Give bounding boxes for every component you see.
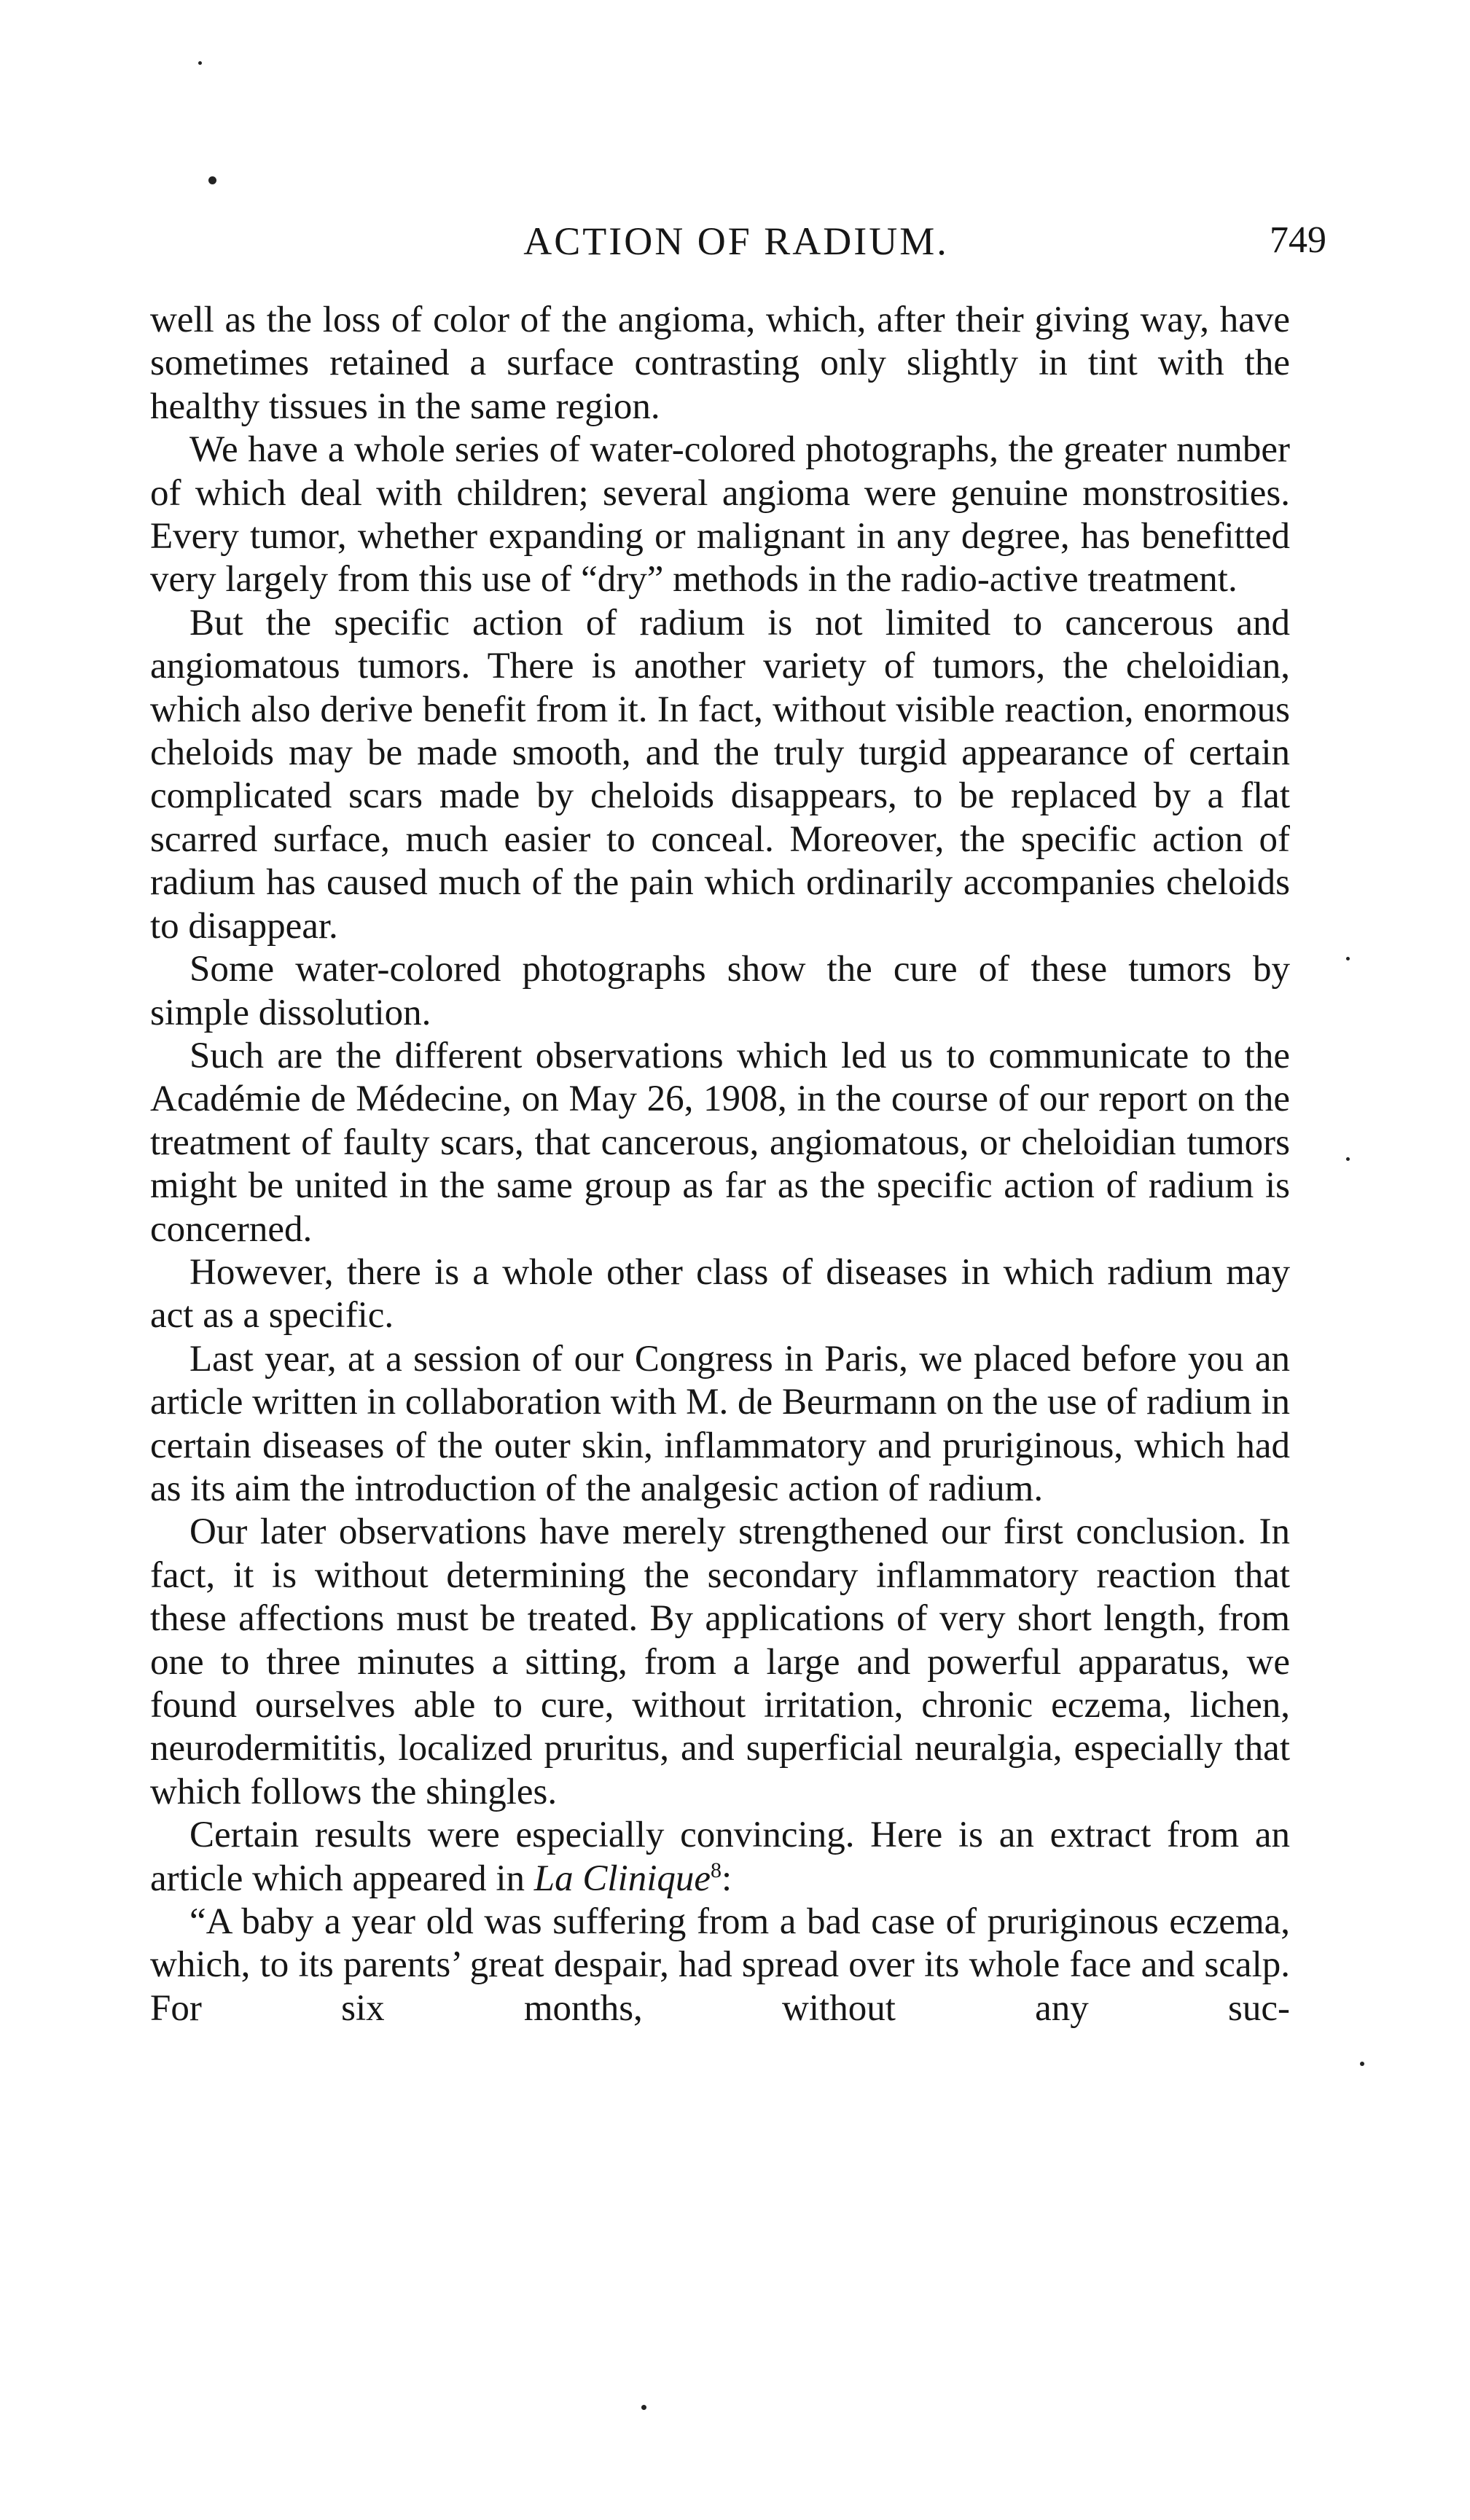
footnote-marker: 8: [711, 1858, 722, 1882]
ink-speck: [198, 61, 202, 65]
paragraph: Some water-colored photographs show the cure of these tumors by simple dissolution.: [150, 949, 1290, 1033]
running-title: ACTION OF RADIUM.: [523, 219, 949, 263]
quoted-paragraph: “A baby a year old was suffering from a bad case of pruriginous eczema, which, to its parents’ great despair, had spread over its whole face and scalp. For six months, without any suc-: [150, 1901, 1290, 2029]
paragraph: Last year, at a session of our Congress in Paris, we placed before you an article written in collaboration with M. de Beurmann on the use of radium in certain diseases of the outer skin, inflammatory and pruriginous, which had as its aim the introduction of the analgesic action of radium.: [150, 1338, 1290, 1509]
ink-speck: [208, 176, 216, 184]
journal-title: La Clinique: [533, 1858, 711, 1899]
paragraph: We have a whole series of water-colored photographs, the greater number of which deal with children; several angioma were genuine monstrosities. Every tumor, whether expanding or malignant in any degree, has benefitted very largely from this use of “dry” methods in the radio-active treatment.: [150, 429, 1290, 600]
body-text: [150, 299, 1290, 2030]
page-number: 749: [1270, 219, 1326, 261]
paragraph-continued: well as the loss of color of the angioma, which, after their giving way, have sometimes retained a surface contrasting only slightly in tint with the healthy tissues in the same region.: [150, 300, 1290, 427]
citation-lead-text: Certain results were especially convincing. Here is an extract from an article which appeared in: [150, 1815, 1290, 1899]
running-head: [146, 219, 1326, 277]
ink-speck: [641, 2405, 646, 2410]
paragraph: However, there is a whole other class of diseases in which radium may act as a specific.: [150, 1251, 1290, 1337]
ink-speck: [1360, 2062, 1364, 2066]
paragraph: Our later observations have merely strengthened our first conclusion. In fact, it is without determining the secondary inflammatory reaction that these affections must be treated. By applications of very short length, from one to three minutes a sitting, from a large and powerful apparatus, we found ourselves able to cure, without irritation, chronic eczema, lichen, neurodermititis, localized pruritus, and superficial neuralgia, especially that which follows the shingles.: [150, 1511, 1290, 1812]
paragraph: But the specific action of radium is not limited to cancerous and angiomatous tumors. There is another variety of tumors, the cheloidian, which also derive benefit from it. In fact, without visible reaction, enormous cheloids may be made smooth, and the truly turgid appearance of certain complicated scars made by cheloids disappears, to be replaced by a flat scarred surface, much easier to conceal. Moreover, the specific action of radium has caused much of the pain which ordinarily accompanies cheloids to disappear.: [150, 602, 1290, 947]
paragraph-with-citation: [150, 1814, 1290, 1901]
ink-speck: [1346, 1157, 1350, 1161]
paragraph: Such are the different observations which led us to communicate to the Académie de Médecine, on May 26, 1908, in the course of our report on the treatment of faulty scars, that cancerous, angiomatous, or cheloidian tumors might be united in the same group as far as the specific action of radium is concerned.: [150, 1035, 1290, 1250]
citation-trailing-text: :: [722, 1858, 732, 1899]
ink-speck: [1346, 957, 1350, 960]
